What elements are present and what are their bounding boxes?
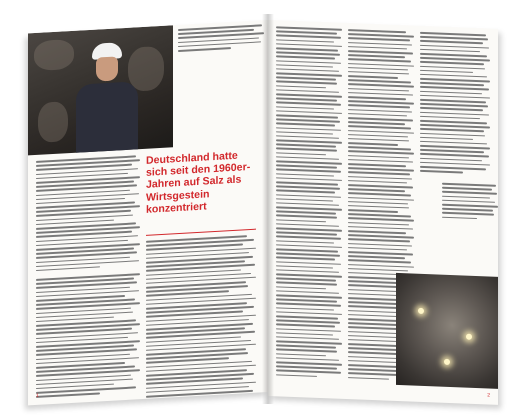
text-line [276,51,340,55]
text-line [276,240,334,244]
text-line [348,113,407,117]
text-line [420,32,486,36]
text-line [348,117,413,121]
text-line [276,349,337,353]
rock-wall [128,46,164,92]
text-line [420,149,484,153]
text-line [276,81,337,85]
text-line [348,92,413,96]
text-line [420,61,484,65]
body-column-3 [276,26,342,378]
text-line [276,56,335,60]
text-line [276,353,326,356]
text-line [36,393,100,398]
lamp-light [418,308,424,314]
text-line [276,303,341,307]
text-line [348,201,408,205]
miner-photo [28,25,173,155]
text-line [348,151,414,155]
text-line [442,191,497,195]
text-line [276,181,338,185]
text-line [178,47,231,52]
text-line [276,114,338,118]
text-line [348,155,409,159]
text-line [276,160,342,164]
text-line [442,208,493,212]
text-line [276,361,342,365]
rock-wall [34,39,74,71]
text-line [420,141,487,145]
text-line [420,74,487,78]
text-line [420,132,485,136]
text-line [276,269,339,273]
text-line [276,198,333,202]
body-column-1-continued [36,273,140,398]
text-line [276,336,339,340]
text-line [442,216,477,219]
text-line [276,286,326,289]
text-line [420,70,473,74]
text-line [348,37,410,41]
text-line [442,204,498,208]
text-line [420,40,483,44]
text-line [348,84,414,88]
text-line [348,213,411,217]
text-line [276,156,339,160]
text-line [276,26,342,30]
text-line [276,97,337,101]
text-line [276,144,336,148]
text-line [276,248,338,252]
text-line [348,377,389,380]
text-line [348,247,407,251]
text-line [348,192,411,196]
text-line [420,137,473,141]
text-line [348,343,398,346]
text-line [276,324,335,328]
text-line [348,218,414,222]
photo-caption [442,183,498,220]
text-line [420,120,487,124]
text-line [348,243,412,247]
text-line [348,63,414,67]
text-line [420,103,488,107]
text-line [276,215,337,219]
text-line [276,169,341,173]
text-line [276,93,342,97]
text-line [348,130,414,134]
lamp-light [466,334,472,340]
text-line [348,209,398,212]
text-line [276,227,342,231]
text-line [442,195,490,198]
text-line [348,125,411,129]
text-line [442,183,496,187]
text-line [420,111,489,115]
text-line [276,127,341,131]
text-line [348,197,414,201]
text-line [420,157,482,161]
text-line [442,187,492,191]
text-line [276,252,340,256]
text-line [276,131,333,135]
text-line [276,35,341,39]
left-page [28,20,268,405]
text-line [276,135,339,139]
text-line [276,72,342,76]
page-number: 1 [36,392,39,399]
text-line [276,290,339,294]
text-line [276,328,341,332]
text-line [276,370,341,374]
text-line [276,177,342,181]
text-line [276,110,342,114]
text-line [348,180,407,184]
text-line [348,222,409,226]
text-line [276,365,337,369]
text-line [442,212,494,216]
text-line [348,100,414,104]
text-line [276,278,336,282]
text-line [276,39,334,43]
text-line [420,36,488,40]
text-line [276,60,341,64]
text-line [276,202,339,206]
text-line [276,185,340,189]
text-line [420,128,484,132]
page-number: 2 [487,392,490,399]
text-line [348,205,409,209]
text-line [276,206,342,210]
spread-gutter [262,14,274,404]
text-line [276,85,326,88]
text-line [276,357,339,361]
pull-quote: Deutschland hatte sich seit den 1960er-Jahren auf Salz als Wirtsgestein konzentriert [146,149,251,216]
text-line [276,261,341,265]
text-line [348,138,409,142]
text-line [276,148,337,152]
text-line [348,251,413,255]
text-line [348,163,406,167]
text-line [348,264,414,268]
text-line [276,194,341,198]
text-line [348,54,405,58]
text-line [276,311,342,315]
text-line [276,273,342,277]
text-line [276,298,337,302]
text-line [348,46,407,50]
text-line [420,90,482,94]
text-line [442,199,495,203]
text-line [276,173,334,177]
photo-caption [178,24,264,51]
miner-jacket [76,81,138,154]
text-line [420,49,480,53]
text-line [348,109,412,113]
text-line [420,107,483,111]
text-line [420,170,463,173]
text-line [276,282,337,286]
text-line [276,374,317,377]
text-line [420,166,486,170]
text-line [348,88,409,92]
text-line [276,77,336,81]
lamp-light [444,359,450,365]
text-line [420,65,485,69]
text-line [348,226,413,230]
text-line [420,153,489,157]
text-line [348,96,406,100]
text-line [276,123,335,127]
text-line [146,396,214,401]
text-line [348,71,409,75]
text-line [348,142,398,145]
text-line [348,50,413,54]
text-line [276,231,337,235]
text-line [348,259,411,263]
text-line [276,64,333,68]
text-line [276,164,337,168]
body-column-5 [420,32,490,174]
text-line [276,211,336,215]
text-line [276,345,336,349]
text-line [276,152,326,155]
text-line [348,255,405,259]
text-line [420,44,489,48]
text-line [276,257,335,261]
text-line [276,68,339,72]
text-line [276,340,342,344]
text-line [276,223,339,227]
text-line [348,167,414,171]
text-line [348,184,413,188]
text-line [276,106,334,110]
text-line [276,102,341,106]
text-line [420,82,484,86]
text-line [276,315,338,319]
text-line [36,266,100,271]
text-line [348,104,410,108]
text-line [348,159,413,163]
text-line [348,33,414,37]
text-line [276,236,341,240]
text-line [348,176,412,180]
text-line [348,276,398,279]
text-line [348,29,406,33]
text-line [276,30,337,34]
text-line [348,238,410,242]
text-line [276,43,342,47]
text-line [420,53,487,57]
text-line [420,99,486,103]
text-line [348,67,408,71]
text-line [348,146,411,150]
right-page [268,20,498,405]
text-line [348,230,406,234]
text-line [276,190,335,194]
text-line [348,134,408,138]
rock-wall [38,101,68,143]
text-line [276,265,333,269]
text-line [420,86,489,90]
text-line [276,47,338,51]
salt-cavern-photo [396,273,498,389]
text-line [276,244,342,248]
body-column-2 [146,235,256,402]
text-line [348,121,405,125]
text-line [276,89,339,93]
text-line [420,116,480,120]
text-line [276,118,340,122]
text-line [276,139,342,143]
text-line [348,75,398,78]
text-line [276,319,340,323]
text-line [276,294,342,298]
body-column-1 [36,155,140,271]
text-line [348,234,414,238]
miner-face [96,56,118,81]
text-line [276,219,326,222]
text-line [276,307,334,311]
text-line [348,79,411,83]
text-line [276,332,333,336]
text-line [348,42,412,46]
text-line [348,58,411,62]
text-line [348,188,405,192]
text-line [348,268,408,272]
text-line [348,171,410,175]
